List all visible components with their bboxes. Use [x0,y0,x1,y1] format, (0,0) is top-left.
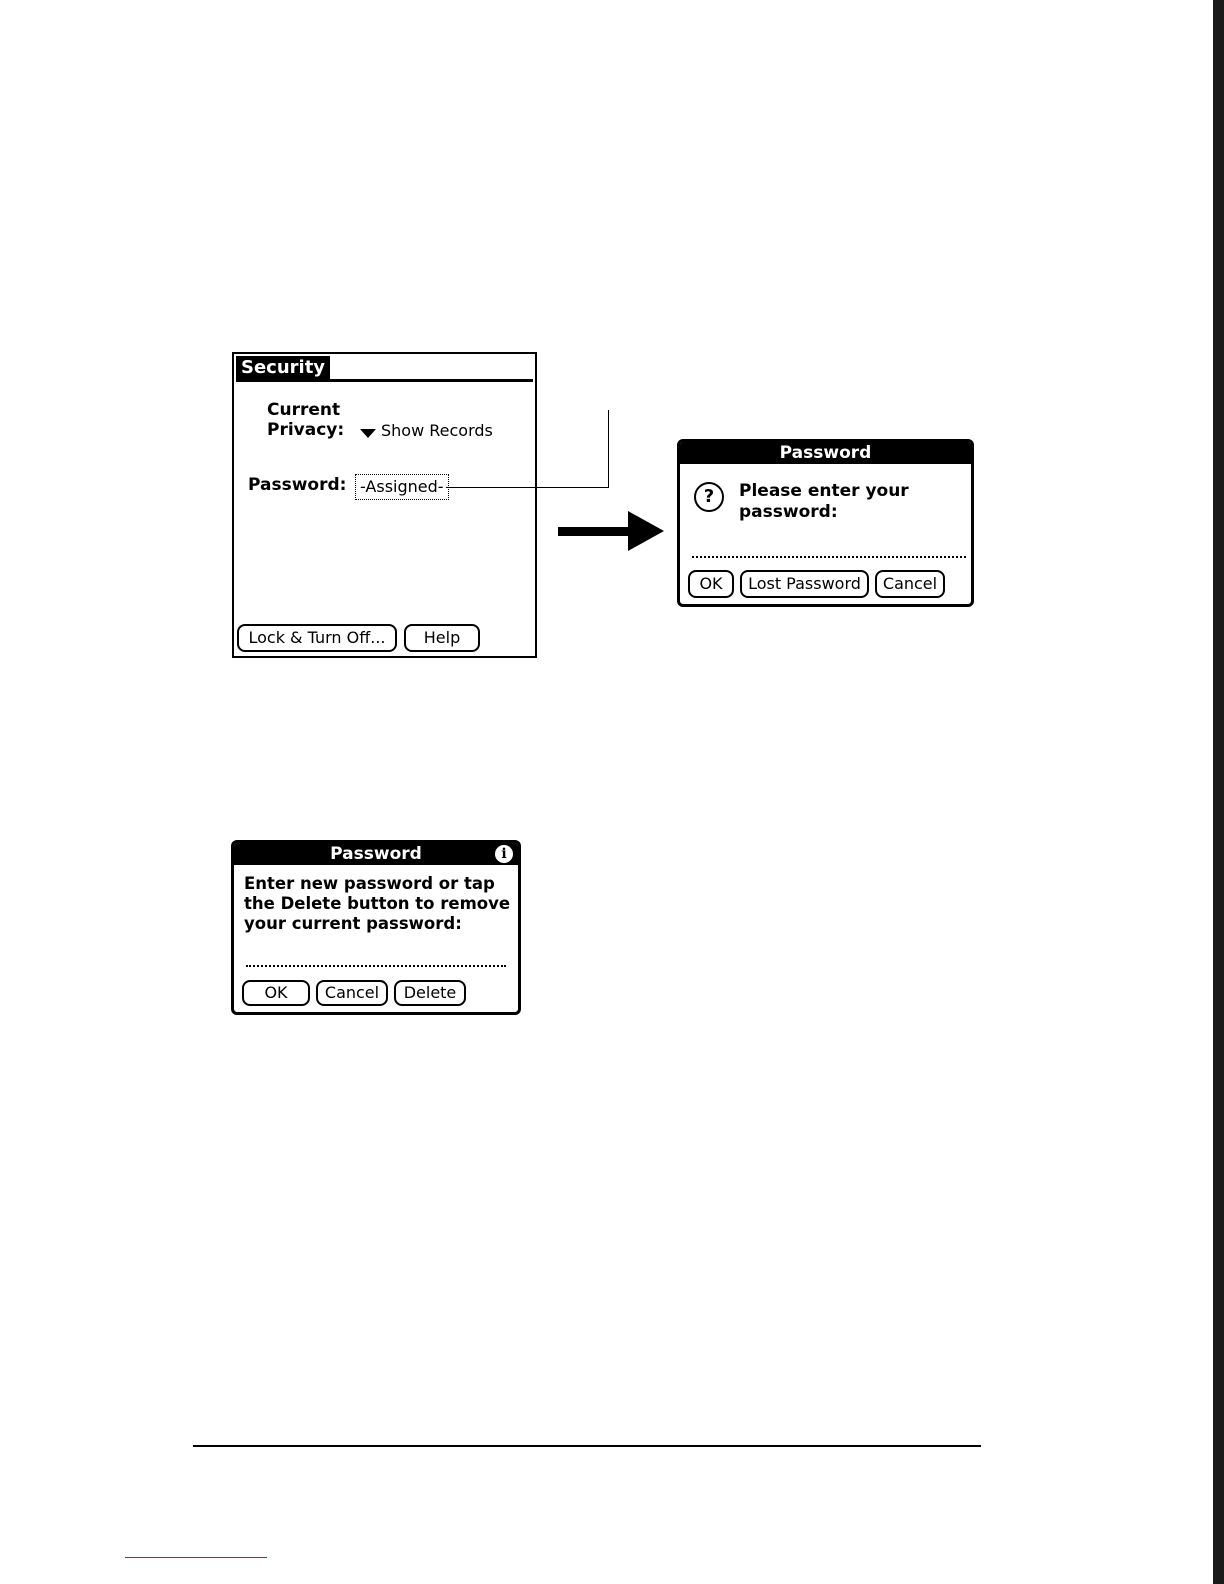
callout-line [446,487,609,488]
title-underline [236,379,533,382]
footer-link-underline [125,1557,267,1558]
password-label: Password: [248,475,347,495]
new-password-input[interactable] [246,965,506,967]
callout-line [608,410,609,488]
password-field[interactable]: -Assigned- [355,474,449,500]
footer-rule [193,1445,981,1447]
privacy-label-text: Privacy: [267,420,345,440]
ok-button[interactable]: OK [242,980,310,1006]
info-icon[interactable]: i [495,845,513,863]
password-input[interactable] [692,556,966,558]
new-password-dialog [231,840,521,1015]
dialog-title: Password [234,843,518,865]
dropdown-triangle-icon[interactable] [360,429,376,438]
privacy-select[interactable]: Show Records [381,421,493,440]
lost-password-button[interactable]: Lost Password [740,570,869,598]
page-edge-bar [1213,0,1224,1584]
current-label: Current [267,400,341,420]
ok-button[interactable]: OK [688,570,734,598]
right-arrow-head-icon [628,511,664,551]
security-title: Security [236,356,330,380]
dialog-title: Password [680,442,971,464]
security-screen [232,352,537,658]
cancel-button[interactable]: Cancel [875,570,945,598]
cancel-button[interactable]: Cancel [316,980,388,1006]
delete-button[interactable]: Delete [394,980,466,1006]
right-arrow-icon [558,527,630,536]
question-icon: ? [694,482,724,512]
password-dialog [677,439,974,607]
lock-turn-off-button[interactable]: Lock & Turn Off... [237,624,397,652]
dialog-message: Please enter your password: [739,481,909,522]
dialog-message: Enter new password or tap the Delete button to remove your current password: [244,874,511,933]
help-button[interactable]: Help [404,624,480,652]
